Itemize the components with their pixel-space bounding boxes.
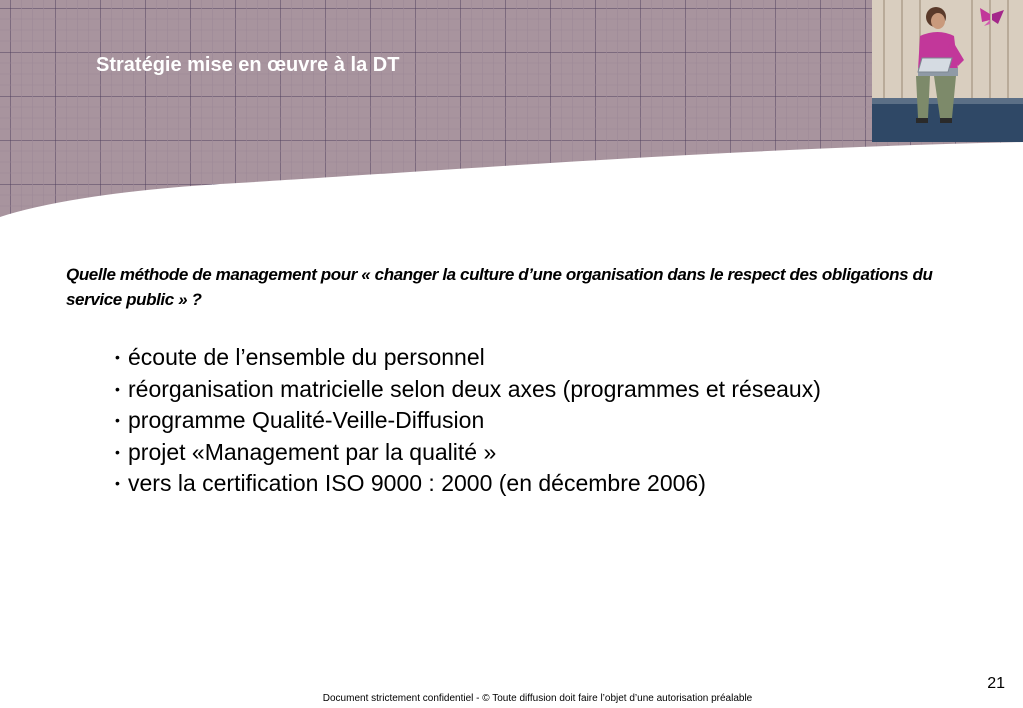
list-item-text: projet «Management par la qualité » bbox=[128, 438, 497, 465]
header-grid-band bbox=[0, 0, 1023, 230]
list-item bbox=[115, 468, 821, 500]
slide-question: Quelle méthode de management pour « changer la culture d’une organisation dans le respect des obligations du service public » ? bbox=[66, 265, 933, 309]
list-item-text: vers la certification ISO 9000 : 2000 (en décembre 2006) bbox=[128, 470, 706, 496]
bullet-marker: • bbox=[115, 349, 120, 365]
list-item-text: programme Qualité-Veille-Diffusion bbox=[128, 407, 485, 433]
bullet-list bbox=[115, 342, 821, 500]
bullet-marker: • bbox=[115, 475, 120, 491]
list-item bbox=[115, 437, 821, 469]
bullet-marker: • bbox=[115, 380, 120, 397]
list-item bbox=[115, 342, 821, 374]
bullet-marker: • bbox=[115, 443, 120, 460]
slide-title: Stratégie mise en œuvre à la DT bbox=[96, 54, 400, 76]
confidentiality-footer: Document strictement confidentiel - © Toute diffusion doit faire l’objet d’une autorisation préalable bbox=[322, 693, 753, 704]
list-item bbox=[115, 374, 821, 406]
bullet-marker: • bbox=[115, 412, 120, 428]
list-item-text: réorganisation matricielle selon deux axes (programmes et réseaux) bbox=[128, 375, 821, 402]
woman-with-laptop-photo bbox=[872, 0, 1023, 142]
list-item-text: écoute de l’ensemble du personnel bbox=[128, 344, 485, 370]
list-item bbox=[115, 405, 821, 437]
page-number: 21 bbox=[987, 675, 1005, 692]
